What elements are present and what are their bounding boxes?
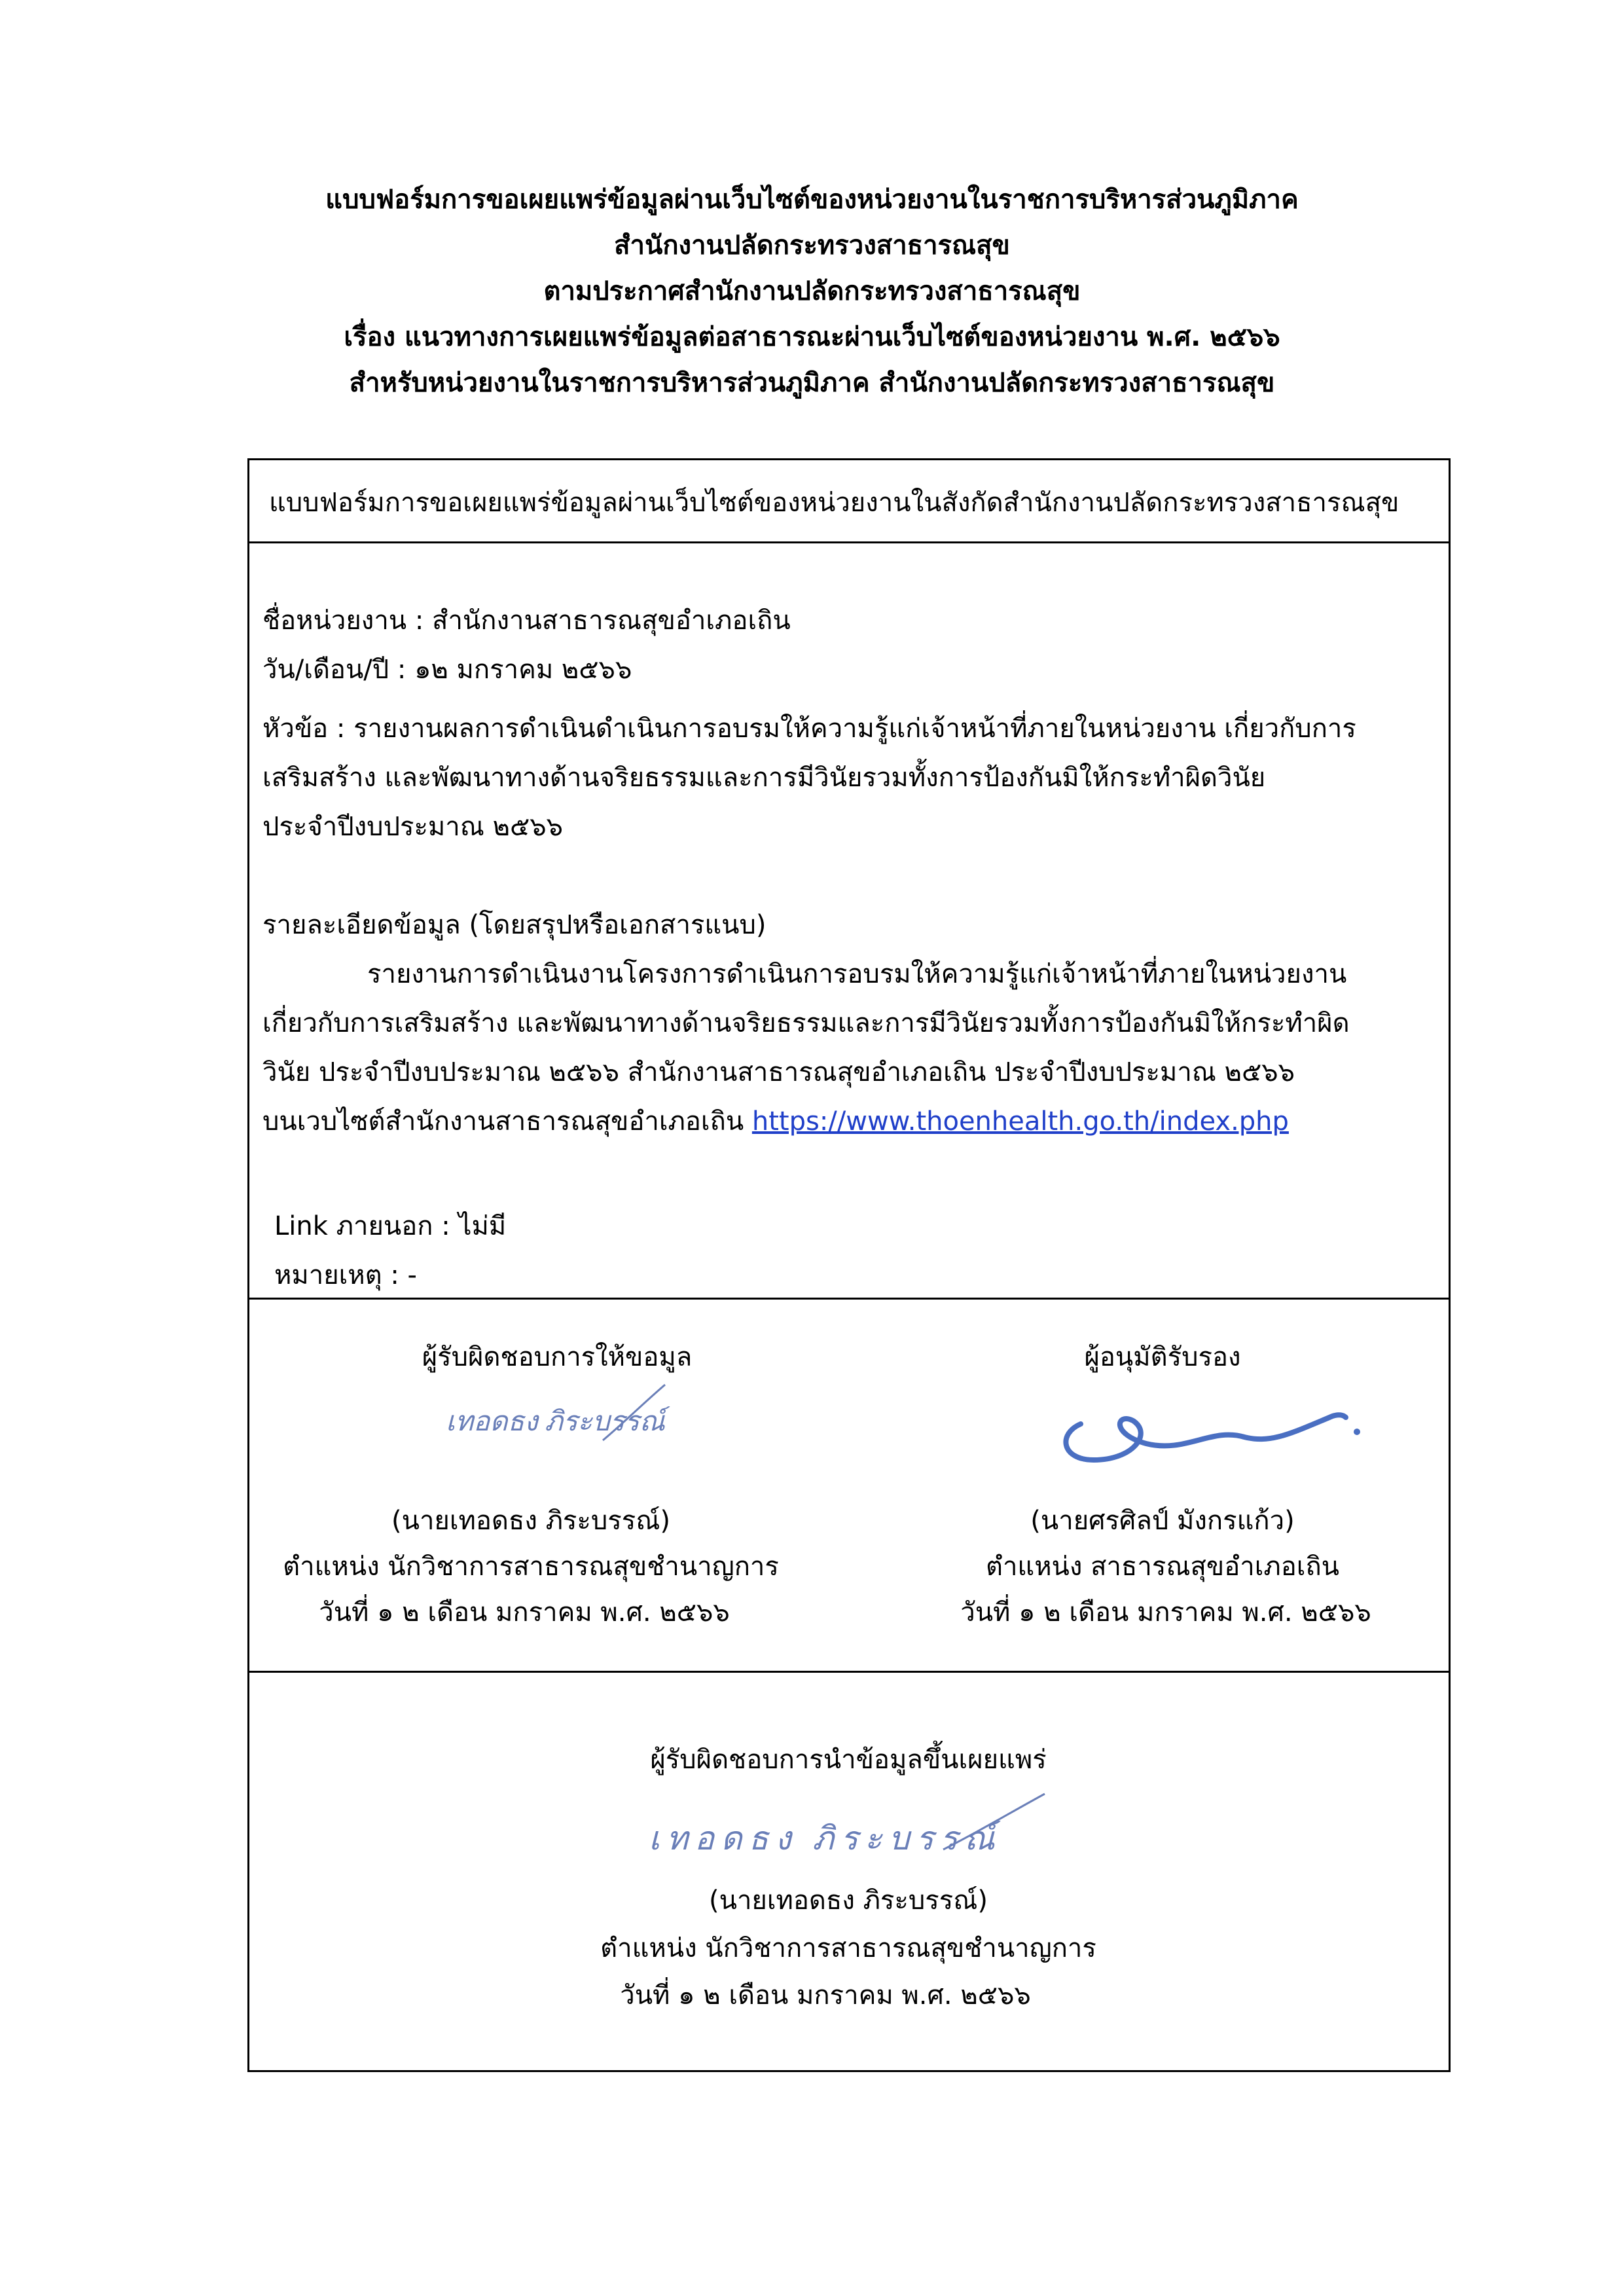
heading-line-4: เรื่อง แนวทางการเผยแพร่ข้อมูลต่อสาธารณะผ่านเว็บไซต์ของหน่วยงาน พ.ศ. ๒๕๖๖ xyxy=(344,322,1280,352)
publisher-position: ตำแหน่ง นักวิชาการสาธารณสุขชำนาญการ xyxy=(600,1933,1096,1963)
external-link-field: Link ภายนอก : ไม่มี xyxy=(274,1211,507,1241)
details-line-4-prefix: บนเวบไซต์สำนักงานสาธารณสุขอำเภอเถิน xyxy=(262,1106,752,1137)
right-signer-name: (นายศรศิลป์ มังกรแก้ว) xyxy=(1030,1506,1295,1536)
details-label: รายละเอียดข้อมูล (โดยสรุปหรือเอกสารแนบ) xyxy=(262,910,767,940)
website-link[interactable]: https://www.thoenhealth.go.th/index.php xyxy=(751,1106,1289,1137)
form-title: แบบฟอร์มการขอเผยแพร่ข้อมูลผ่านเว็บไซต์ของหน่วยงานในสังกัดสำนักงานปลัดกระทรวงสาธารณสุข xyxy=(269,488,1399,518)
left-signature-image xyxy=(439,1378,681,1457)
signature-box xyxy=(247,1298,1451,1673)
left-signer-name: (นายเทอดธง ภิระบรรณ์) xyxy=(391,1506,670,1536)
heading-line-1: แบบฟอร์มการขอเผยแพร่ข้อมูลผ่านเว็บไซต์ของหน่วยงานในราชการบริหารส่วนภูมิภาค xyxy=(325,185,1299,215)
right-signer-position: ตำแหน่ง สาธารณสุขอำเภอเถิน xyxy=(985,1552,1340,1582)
heading-line-5: สำหรับหน่วยงานในราชการบริหารส่วนภูมิภาค สำนักงานปลัดกระทรวงสาธารณสุข xyxy=(349,368,1275,398)
publisher-box xyxy=(247,1671,1451,2072)
details-line-2: เกี่ยวกับการเสริมสร้าง และพัฒนาทางด้านจริยธรรมและการมีวินัยรวมทั้งการป้องกันมิให้กระทำผิด xyxy=(262,1008,1350,1038)
form-title-box xyxy=(247,458,1451,543)
right-signature-image xyxy=(1055,1398,1369,1470)
topic-line-3: ประจำปีงบประมาณ ๒๕๖๖ xyxy=(262,812,564,842)
left-signer-position: ตำแหน่ง นักวิชาการสาธารณสุขชำนาญการ xyxy=(283,1552,779,1582)
remark-field: หมายเหตุ : - xyxy=(274,1260,417,1290)
date-field: วัน/เดือน/ปี : ๑๒ มกราคม ๒๕๖๖ xyxy=(262,655,632,685)
topic-line-2: เสริมสร้าง และพัฒนาทางด้านจริยธรรมและการมีวินัยรวมทั้งการป้องกันมิให้กระทำผิดวินัย xyxy=(262,763,1266,793)
heading-line-3: ตามประกาศสำนักงานปลัดกระทรวงสาธารณสุข xyxy=(543,276,1081,306)
details-line-1: รายงานการดำเนินงานโครงการดำเนินการอบรมให้ความรู้แก่เจ้าหน้าที่ภายในหน่วยงาน xyxy=(367,959,1347,989)
heading-line-2: สำนักงานปลัดกระทรวงสาธารณสุข xyxy=(614,230,1010,261)
right-signer-date: วันที่ ๑ ๒ เดือน มกราคม พ.ศ. ๒๕๖๖ xyxy=(960,1597,1371,1628)
left-signature-text: เทอดธง ภิระบรรณ์ xyxy=(446,1407,665,1437)
left-signer-role: ผู้รับผิดชอบการให้ขอมูล xyxy=(422,1342,693,1372)
right-signer-role: ผู้อนุมัติรับรอง xyxy=(1084,1342,1241,1372)
left-signer-date: วันที่ ๑ ๒ เดือน มกราคม พ.ศ. ๒๕๖๖ xyxy=(319,1597,730,1628)
publisher-date: วันที่ ๑ ๒ เดือน มกราคม พ.ศ. ๒๕๖๖ xyxy=(620,1980,1031,2011)
info-box xyxy=(247,541,1451,1300)
document-heading xyxy=(0,177,1624,406)
publisher-role: ผู้รับผิดชอบการนำข้อมูลขึ้นเผยแพร่ xyxy=(650,1745,1047,1775)
details-line-4 xyxy=(262,1100,1289,1142)
agency-name: ชื่อหน่วยงาน : สำนักงานสาธารณสุขอำเภอเถิน xyxy=(262,606,791,636)
topic-line-1: หัวข้อ : รายงานผลการดำเนินดำเนินการอบรมให้ความรู้แก่เจ้าหน้าที่ภายในหน่วยงาน เกี่ยวกับการ xyxy=(262,714,1356,744)
details-line-3: วินัย ประจำปีงบประมาณ ๒๕๖๖ สำนักงานสาธารณสุขอำเภอเถิน ประจำปีงบประมาณ ๒๕๖๖ xyxy=(262,1057,1295,1087)
publisher-signature-image xyxy=(636,1784,1055,1876)
publisher-name: (นายเทอดธง ภิระบรรณ์) xyxy=(709,1886,988,1916)
publisher-signature-text: เทอดธง ภิระบรรณ์ xyxy=(649,1820,1001,1857)
